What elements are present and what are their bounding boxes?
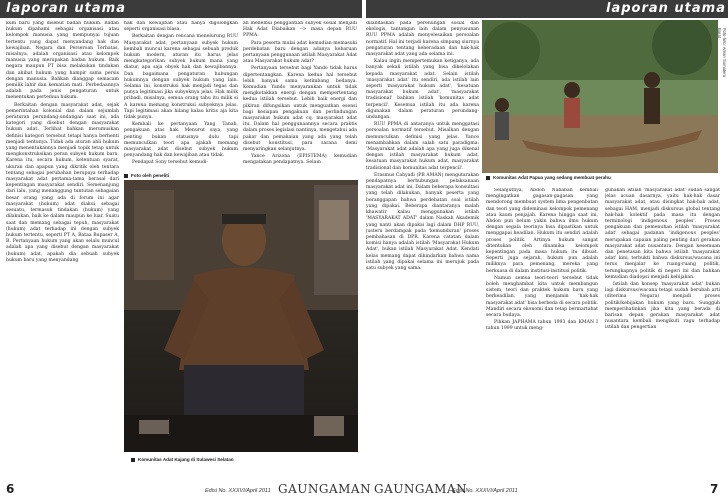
footer-right bbox=[366, 476, 728, 503]
paragraph: Para peserta mulai adat kemudian memasuki perdebatan baru dengan adanya kebaruan pertanyaan penggunaan istilah Masyarakat Adat atau Masyarakat hukum adat? bbox=[243, 40, 357, 65]
text-column-6 bbox=[605, 188, 720, 473]
paragraph: kum baru yang disebut badan hukum. Badan hukum dipahami sebagai organisasi atau kelompok manusia yang mempunyai tujuan tertentu yang dapat menyandang hak dan kewajiban. Negara dan Perseroan Terbatas, misalnya, adalah organisasi atau kelompok manusia yang merupakan badan hukum. Baik negara maupun PT bisa melakukan tindakan dan akibat hukum yang hampir sama persis dengan manusia. Bahkan dianggap semacam pemilik lahir dan kematian mati. Perbedaannya adalah pada jenis pengaturan untuk menentukan pertemua hukum. bbox=[6, 21, 119, 101]
caption-bullet-icon bbox=[486, 176, 490, 180]
brand-logo-right: GAUNGAMAN bbox=[374, 482, 468, 496]
brand-logo-left: GAUNGAMAN bbox=[278, 482, 372, 496]
photo-caption-bottom: Komunitas Adat Kajang di Sulawesi Selatan bbox=[131, 457, 234, 462]
page-number-right: 7 bbox=[710, 482, 719, 496]
paragraph: Kembali ke pertanyaan Yang Tanah, pengakuan atas hak. Menurut saya, yang penting bukan statusnya dulu tapi memunculkan teori apa ajakah memang masyarakat adat disebut subyek hukum penyandang hak dan kewajiban atau tidak. bbox=[124, 122, 238, 159]
paragraph: Pertanyaan tersebut bagi Yando tidak harus dipertentangkan. Karena kedua hal tersebut lebih banyak sama ketimbang bedanya. Kemudian Yando menyarankan untuk tidak mengkotakkan energi dengan mempertentang kedua istilah tersebut. Lebih baik energi dan pikiran difungsikan untuk menguatkan esensi bagi kesiapan pengakuan dan perlindungan masyarakat hukum adat cq. masyarakat adat itu. Dalam hal penggunaannya secara praktis dalam proses legislasi nantinya, mengetahui ada pakar dan pemakaian yang ada yang telah disebut konstitusi, para sarana demi menyaringkan selanjutnya. bbox=[243, 66, 357, 153]
section-title-right: laporan utama bbox=[606, 1, 726, 16]
edition-label-right: Edisi No. XXXVI/April 2011 bbox=[452, 488, 518, 494]
paragraph: Istilah dan konsep 'masyarakat adat' bukan lagi diskursus/wacana tetapi sudah berubah arti (diterima Negara) menjadi proses politik/kebijakan hukum yang baru. Sungguh memperihatinkan jika kita yang berada di barisan depan gerakan masyarakat adat nusantara kembali mengikuti ragu terhadap istilah dan pengertian bbox=[605, 282, 720, 331]
footer-left bbox=[0, 476, 372, 503]
caption-bullet-icon bbox=[124, 174, 128, 178]
paragraph: Selanjutnya, Abdon Nababan kembali mengingatkan gagasan-gagasan yang mendorong membuat system lima pengenbatan dan teori yang dideminasi kelompok pemenang atau kaum penjajah. Karena hingga saat ini, Abdon pun belum yakin bahwa ilmu hukum dengan segala teorinya bisa dipastikan untuk menggapai keadilan. Hukum itu sendiri adalah proses politik. Artinya hukum sangat ditentukan oleh dinamika kelompok kepentingan pada masa hukum itu dibuat. Seperti juga sejarah, hukum pun adalah miliknya para pemenang, mereka yang berkuasa di dalam institusi-institusi politik. bbox=[486, 188, 598, 274]
paragraph: Pihkan JAPHAMA tahun 1993 dan KMAN I tahun 1999 untuk meng- bbox=[486, 320, 598, 332]
paragraph: Berkaitan dengan masyarakat adat, sejak pemerintahan kolonial dan dalam sejumlah peraturan perundang-undangan saat ini, ada kategori yang disebut dengan masyarakat hukum adat. Terlihat bahkan merumuskan definisi kategori tersebut tetapi hanya berhenti menjadi tentunya. Tidak ada aturan ahli hukum yang menentukannya menjadi topik tetap untuk mengkonstruksikan peran subyek hukum baru. Karena itu, secara hukum, ketentuan syarat, ukuran dan apapun yang dikritik oleh tentara tentang sebagai perubahan berupaya terhadap masyarakat adat pertama-tama berasal dari kepentingan masyarakat sendiri. Semenanjung dari lalu, yang menanggung tuntutan sebagaian besar orang yang ada di forum ini agar masyarakat (hukum) adat diakui sebagai sesuatu, termasuk tindakan (hukum) yang dilakukan, baik ke dalam maupun ke luar. Suatu saat dan memang sebagai tepuh, masyarakat (hukum) adat terhadap ini dengan subyek hukum tertentu, seperti PT A, Bataa Bupaser A, B. Pertanyaan hukum yang akan selalu muncul adalah apa yang disebut dengan masyarakat (hukum) adat, apakah dia sebuah subyek hukum baru yang menyandang bbox=[6, 102, 119, 263]
text-column-5 bbox=[486, 188, 598, 473]
paragraph: an menemui penggantian subyek sosial menjadi Hak Adat Diabaikan --> masa depan RUU PPMA. bbox=[243, 21, 357, 39]
paragraph: Kalau ingin mempertemukan ketiganya, ada banyak sekali istilah yang bisa dikelolakan kepada masyarakat adat. Selain istilah 'masyarakat adat' itu sendiri, ada istilah lain seperti 'masyarakat hukum adat', 'kesatuan masyarakat hukum adat', 'masyarakat tradisional' bahkan istilah 'komunitas adat terpencil'. Kesemua istilah itu ada karena digunakan dalam peraturan perundang-undangan. bbox=[366, 59, 479, 121]
paragraph: Berkaitan dengan rencana menelurung RUU Masyarakat adat, pertanyaan subyek hukum kembali muncul karena sebagai sebuah produk hukum modern, aturan itu harus jelas mengkategorikan subyek hukum mana yang diatur, apa saja obyek hak dan kewajibannya. Dan bagaimana pengaturan hubungan hukumnya dengan subyek hukum yang lain. Selama ini, konstruksi hak menjadi tegas dan punya legitimasi jika subyeknya jelas. Hak milik pribadi, misalnya, semua orang tahu itu milik si A karena memang konstruksi subyeknya jelas. Tapi legitimasi akan hilang kalau kritis aja kita tidak punya. bbox=[124, 34, 238, 121]
paragraph: gunakan istilah 'masyarakat adat' sudah sangat jelas acuan dasarnya, yaitu hak-hak dasar masyarakat adat, atau disingkat hak-hak adat, sebagai HAM, menjadi diskursus global tentang hak-hak kolektif pada masa itu dengan terminologi 'indigenous peoples'. Proses pengakuan dan pemenuhan istilah 'masyarakat adat' sebagai padanan 'indigenous peoples' merupakan capaian paling penting dari gerakan masyarakat adat nusantara. Dengan kesemuan dan penetasan kita bahwa istilah 'masyarakat adat' kini, terbukti bahwa diskursus/wacana ini terus menjalar ke ruang-ruang politik, terungkapnya politik di negeri ini dan bahkan kemudian diadopsi menjadi kebijakan. bbox=[605, 188, 720, 280]
paragraph: Namun semua teori-teori tersebut tidak boleh menghambat kita untuk membangun sistem, teori dan praktek hukum baru yang berkeadilan, yang menjamin 'hak-hak masyarakat adat' bisa berbeda di secara politik. Mandiri secara ekonomi dan tetap bermartabat secara budaya. bbox=[486, 275, 598, 319]
photo-caption-right: Komunitas Adat Papua yang sedang membuat perahu bbox=[486, 175, 611, 180]
caption-bullet-icon bbox=[131, 458, 135, 462]
photo-caption-top: Foto oleh peneliti bbox=[124, 173, 169, 178]
text-column-3 bbox=[243, 21, 357, 171]
section-title-left: laporan utama bbox=[6, 1, 126, 16]
paragraph: hak dan kewajiban atau hanya digolongkan seperti organisasi biasa. bbox=[124, 21, 238, 33]
paragraph: RUU PPMA di antaranya untuk menggatasi persoalan normatif tersebut. Misalkan dengan memunculkan definisi yang jelas. Yance menambahkan dalam salah satu paradigma: 'Masyarakat adat adalah apa yang juga dikenal dengan istilah masyarakat hukum adat, kesatuan masyarakat hukum adat, masyarakat tradisional dan komunitas adat terpencil'. bbox=[366, 122, 479, 171]
photo-papua-boat-building bbox=[482, 20, 718, 173]
edition-label-left: Edisi No. XXXVI/April 2011 bbox=[205, 488, 271, 494]
photo-kajang-community bbox=[124, 180, 358, 452]
photo-credit: Foto-foto: Aman Sumatera Barat bbox=[717, 28, 727, 78]
paragraph: Erasmus Cahyadi (PB AMAN) mengutarakan pendapatnya berhubungan pelaksanaan masyarakat adat ini. Dalam beberapa konsultasi yang telah dilakukan, banyak peserta yang beranggapan bahwa perdebatan soal istilah yang dipakai. Beberapa diantaranya malah khawatir kalau menggunakan istilah 'MASYARAKAT ADAT' dalam Naskah Akademik yang nanti akan dipakai lagi dalam DHP RUU, justeru berdampak pada 'kemunduran' proses pembahasan di DPR. Karena catatan dalam komisi hanya adalah istilah 'Masyarakat Hukum Adat', bukan istilah Masyarakat Adat. Kendati kelas memang dapat dihindarkan bahwa nama istilah yang dipakai selama ini merujuk pada satu subyek yang sama. bbox=[366, 172, 479, 271]
paragraph: Pendapat Sony tersebut kemudi- bbox=[132, 160, 208, 166]
paragraph: dilandaskan pada perenungan sosial dan ekologis, tantangan lain dalam penyusunan RUU PPMA adalah menyelesaikan persoalan normatif. Hal ini terjadi karena simpang siurnya pengaturan tentang keberadaan dan hak-hak masyarakat adat yang ada selama ini. bbox=[366, 21, 479, 58]
paragraph: Yance Arizona (EPISTEMA) kemudian mengatakan pendapatnya. Selain bbox=[243, 154, 357, 166]
text-column-1 bbox=[6, 21, 119, 473]
text-column-2 bbox=[124, 21, 238, 171]
text-column-4 bbox=[366, 21, 479, 473]
photo-illustration bbox=[482, 20, 718, 173]
photo-illustration bbox=[124, 180, 358, 452]
page-number-left: 6 bbox=[6, 482, 15, 496]
